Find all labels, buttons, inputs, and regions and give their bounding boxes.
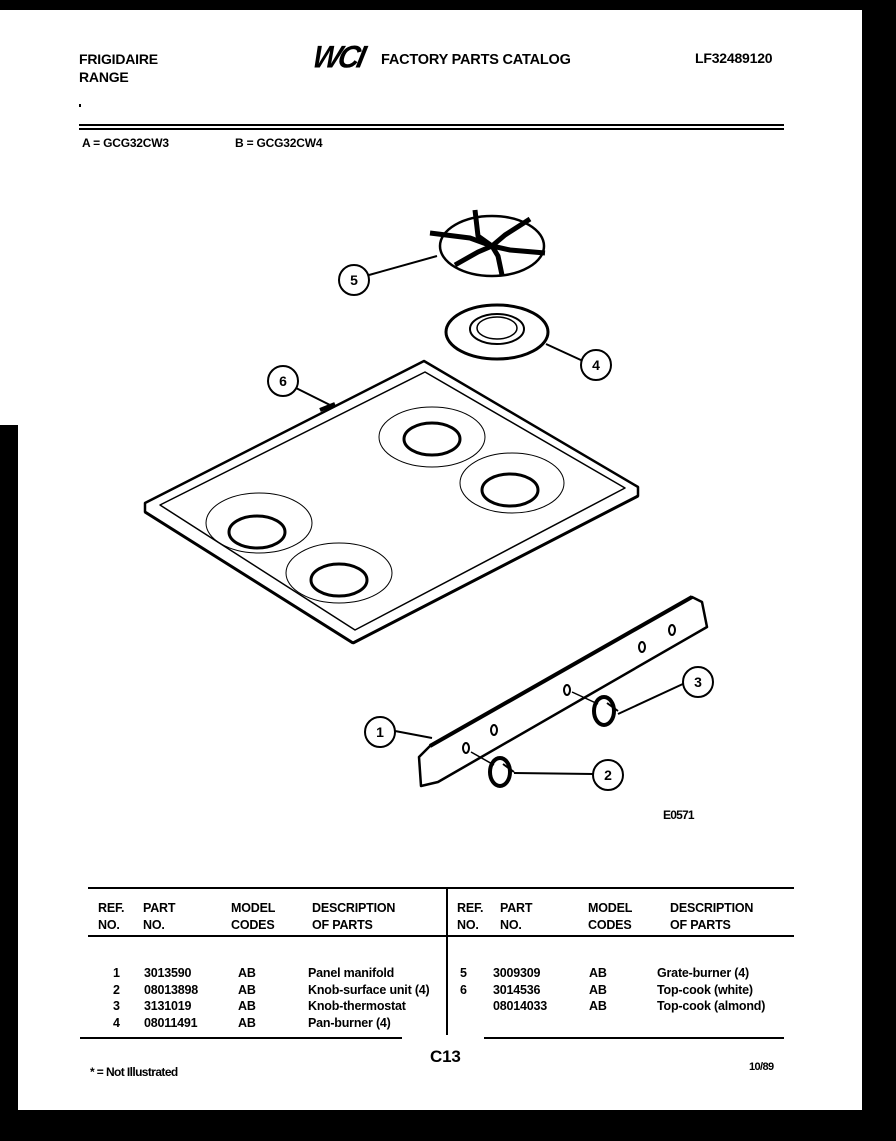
table-cell: Panel manifold (308, 966, 395, 980)
table-header-rule (88, 935, 794, 937)
table-cell: 3014536 (493, 982, 541, 997)
table-cell: Knob-surface unit (4) (308, 982, 430, 997)
model-a: A = GCG32CW3 (82, 136, 169, 150)
figure-code: E0571 (663, 808, 694, 822)
column-codes-left (238, 965, 256, 1031)
callout-3: 3 (682, 666, 714, 698)
footer-rule-left (80, 1037, 402, 1039)
footer-rule-right (484, 1037, 784, 1039)
burner-pan-icon (446, 305, 548, 359)
header-description-right: DESCRIPTION OF PARTS (670, 901, 754, 932)
manifold-panel-icon (419, 597, 707, 786)
column-codes-right (589, 965, 607, 1015)
table-cell: 3009309 (493, 966, 541, 980)
table-cell: AB (238, 966, 256, 980)
table-divider (446, 887, 448, 1035)
callout-6: 6 (267, 365, 299, 397)
table-cell: AB (238, 982, 256, 997)
table-cell: 2 (113, 982, 120, 997)
table-cell: 6 (460, 982, 467, 997)
column-ref-right (460, 965, 467, 1015)
product-type: RANGE (79, 69, 129, 85)
table-cell: 08013898 (144, 982, 199, 997)
column-part-right (493, 965, 547, 1015)
table-cell (460, 998, 467, 1015)
brand-name: FRIGIDAIRE (79, 51, 158, 67)
callout-4: 4 (580, 349, 612, 381)
wci-logo: WCI (309, 40, 367, 75)
header-part-no: PART NO. (143, 901, 176, 932)
table-cell: Knob-thermostat (308, 999, 406, 1013)
column-desc-right (657, 965, 765, 1015)
table-top-rule (88, 887, 794, 889)
table-cell: 08014033 (493, 999, 548, 1013)
table-cell: 4 (113, 1015, 120, 1030)
table-cell: Top-cook (almond) (657, 999, 766, 1013)
table-cell: 3 (113, 999, 120, 1013)
revision-date: 10/89 (749, 1061, 774, 1073)
table-cell: AB (589, 966, 607, 980)
page-code: C13 (430, 1047, 461, 1066)
model-b: B = GCG32CW4 (235, 136, 323, 150)
table-cell: AB (589, 999, 607, 1013)
table-cell: Top-cook (white) (657, 982, 753, 997)
header-ref-no-right: REF. NO. (457, 901, 484, 932)
knob-icon (572, 692, 618, 725)
catalog-number: LF32489120 (695, 50, 773, 66)
callout-2: 2 (592, 759, 624, 791)
header-description: DESCRIPTION OF PARTS (312, 901, 396, 932)
cooktop-icon (145, 361, 638, 643)
callout-1: 1 (364, 716, 396, 748)
table-cell: AB (238, 1015, 256, 1030)
table-cell: 5 (460, 966, 467, 980)
table-cell: 3131019 (144, 999, 192, 1013)
table-cell: AB (589, 982, 607, 997)
table-cell: Grate-burner (4) (657, 966, 749, 980)
table-cell: 08011491 (144, 1015, 198, 1030)
knob-icon (471, 752, 514, 786)
table-cell: AB (238, 999, 256, 1013)
column-part-left (144, 965, 198, 1031)
header-part-no-right: PART NO. (500, 901, 533, 932)
catalog-title: FACTORY PARTS CATALOG (381, 52, 571, 68)
table-cell: 1 (113, 966, 120, 980)
table-cell: 3013590 (144, 966, 192, 980)
burner-grate-icon (430, 210, 545, 276)
callout-5: 5 (338, 264, 370, 296)
not-illustrated-note: * = Not Illustrated (90, 1065, 178, 1079)
header-model-codes: MODEL CODES (231, 901, 276, 932)
column-desc-left (308, 965, 430, 1031)
column-ref-left (113, 965, 120, 1031)
header-model-codes-right: MODEL CODES (588, 901, 633, 932)
header-ref-no: REF. NO. (98, 901, 125, 932)
table-cell: Pan-burner (4) (308, 1015, 391, 1030)
